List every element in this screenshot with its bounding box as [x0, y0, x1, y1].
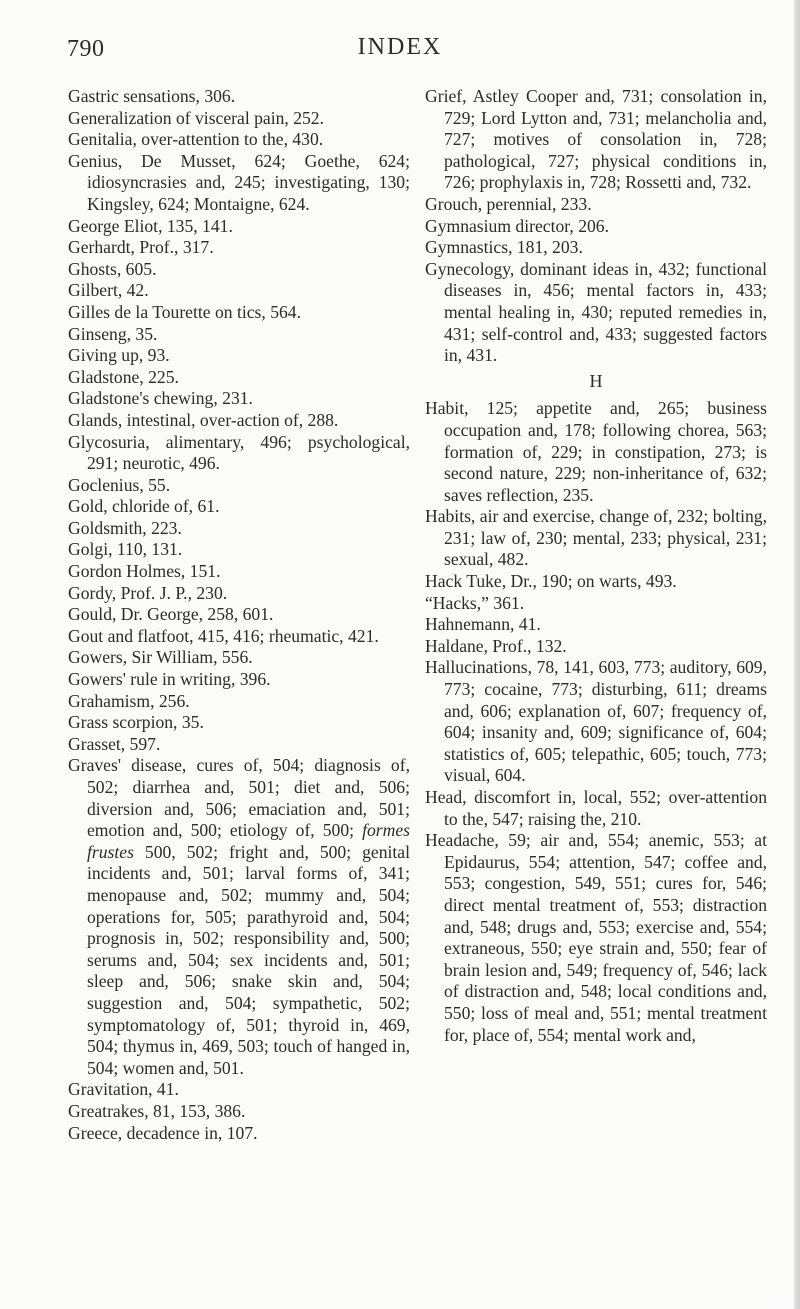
index-entry: Gould, Dr. George, 258, 601.: [68, 604, 274, 625]
index-entry: Golgi, 110, 131.: [68, 539, 183, 560]
section-letter-heading: H: [589, 370, 603, 391]
index-entry: Haldane, Prof., 132.: [425, 635, 567, 656]
index-entry: Gout and flatfoot, 415, 416; rheumatic, 421.: [68, 625, 379, 646]
index-entry: Gynecology, dominant ideas in, 432; functional diseases in, 456; mental factors in, 433; mental healing in, 430; reputed remedies in, 431; self-control and, 433; suggested factors in, 431.: [425, 258, 767, 366]
page-number: 790: [67, 36, 105, 62]
left-column: [68, 86, 410, 1144]
index-entry: Habits, air and exercise, change of, 232; bolting, 231; law of, 230; mental, 233; physical, 231; sexual, 482.: [425, 506, 767, 570]
index-entry: Gladstone, 225.: [68, 366, 179, 387]
index-entry: Gold, chloride of, 61.: [68, 496, 220, 517]
index-entry: Hallucinations, 78, 141, 603, 773; auditory, 609, 773; cocaine, 773; disturbing, 611; dreams and, 606; explanation of, 607; frequency of, 604; insanity and, 609; significance of, 604; statistics of, 605; telepathic, 605; touch, 773; visual, 604.: [425, 657, 767, 786]
index-entry: Gymnastics, 181, 203.: [425, 237, 583, 258]
index-entry: Ginseng, 35.: [68, 323, 158, 344]
index-entry: Gladstone's chewing, 231.: [68, 388, 253, 409]
index-entry: Goldsmith, 223.: [68, 517, 182, 538]
index-entry: Hack Tuke, Dr., 190; on warts, 493.: [425, 571, 677, 592]
index-entry: Gravitation, 41.: [68, 1079, 179, 1100]
index-entry: Head, discomfort in, local, 552; over-attention to the, 547; raising the, 210.: [425, 787, 767, 829]
index-entry: Gastric sensations, 306.: [68, 86, 236, 106]
index-entry: Goclenius, 55.: [68, 474, 171, 495]
index-entry: Grouch, perennial, 233.: [425, 193, 592, 214]
index-entry: Glands, intestinal, over-action of, 288.: [68, 409, 339, 430]
index-entry: Gordy, Prof. J. P., 230.: [68, 582, 228, 603]
index-entry: Generalization of visceral pain, 252.: [68, 107, 324, 128]
index-entry: Grasset, 597.: [68, 733, 161, 754]
index-entry: Gilbert, 42.: [68, 280, 149, 301]
index-entry: Hahnemann, 41.: [425, 614, 541, 635]
index-entry: Glycosuria, alimentary, 496; psychological, 291; neurotic, 496.: [68, 431, 410, 474]
index-entry: Gilles de la Tourette on tics, 564.: [68, 301, 301, 322]
index-entry: Greatrakes, 81, 153, 386.: [68, 1100, 246, 1121]
index-entry: Grass scorpion, 35.: [68, 712, 204, 733]
index-entry: Genitalia, over-attention to the, 430.: [68, 129, 324, 150]
index-entry: Gowers, Sir William, 556.: [68, 647, 253, 668]
index-entry: George Eliot, 135, 141.: [68, 215, 233, 236]
index-entry-graves-disease: [68, 755, 410, 1079]
index-entry: Gowers' rule in writing, 396.: [68, 669, 271, 690]
graves-italic-term: formes frustes: [87, 820, 410, 862]
index-entry: Greece, decadence in, 107.: [68, 1122, 258, 1143]
graves-text-after: 500, 502; fright and, 500; genital incidents and, 501; larval forms of, 341; menopause and, 502; mummy and, 504; operations for, 505; parathyroid and, 504; prognosis in, 502; responsibility and, 500; serums and, 504; sex incidents and, 501; sleep and, 506; snake skin and, 504; suggestion and, 504; sympathetic, 502; symptomatology of, 501; thyroid in, 469, 504; thymus in, 469, 503; touch of hanged in, 504; women and, 501.: [87, 841, 410, 1078]
index-entry: Genius, De Musset, 624; Goethe, 624; idiosyncrasies and, 245; investigating, 130; Kingsley, 624; Montaigne, 624.: [68, 150, 410, 214]
index-entry: Habit, 125; appetite and, 265; business occupation and, 178; following chorea, 563; formation of, 229; in constipation, 273; is second nature, 229; non-inheritance of, 632; saves reflection, 235.: [425, 398, 767, 505]
index-entry: Grief, Astley Cooper and, 731; consolation in, 729; Lord Lytton and, 731; melancholia and, 727; motives of consolation in, 728; pathological, 727; physical conditions in, 726; prophylaxis in, 728; Rossetti and, 732.: [425, 86, 767, 193]
index-entry: Giving up, 93.: [68, 345, 170, 366]
graves-text-before: Graves' disease, cures of, 504; diagnosis of, 502; diarrhea and, 501; diet and, 506; diversion and, 506; emaciation and, 501; emotion and, 500; etiology of, 500;: [68, 755, 410, 841]
index-entry: Headache, 59; air and, 554; anemic, 553; at Epidaurus, 554; attention, 547; coffee and, 553; congestion, 549, 551; cures for, 546; direct mental treatment of, 553; distraction and, 548; drugs and, 553; exercise and, 554; extraneous, 550; eye strain and, 550; fear of brain lesion and, 549; frequency of, 546; lack of distraction and, 548; local conditions and, 550; loss of meal and, 551; mental treatment for, place of, 554; mental work and,: [425, 830, 767, 1045]
index-entry: Gordon Holmes, 151.: [68, 561, 221, 582]
index-entry: Gymnasium director, 206.: [425, 215, 609, 236]
index-entry: Ghosts, 605.: [68, 258, 157, 279]
page-edge-shadow: [794, 0, 800, 1309]
right-column: [425, 86, 767, 1046]
index-entry: Gerhardt, Prof., 317.: [68, 237, 214, 258]
index-entry: “Hacks,” 361.: [425, 592, 525, 613]
running-title: INDEX: [357, 34, 443, 60]
page-header: [0, 20, 800, 60]
index-entry: Grahamism, 256.: [68, 690, 190, 711]
